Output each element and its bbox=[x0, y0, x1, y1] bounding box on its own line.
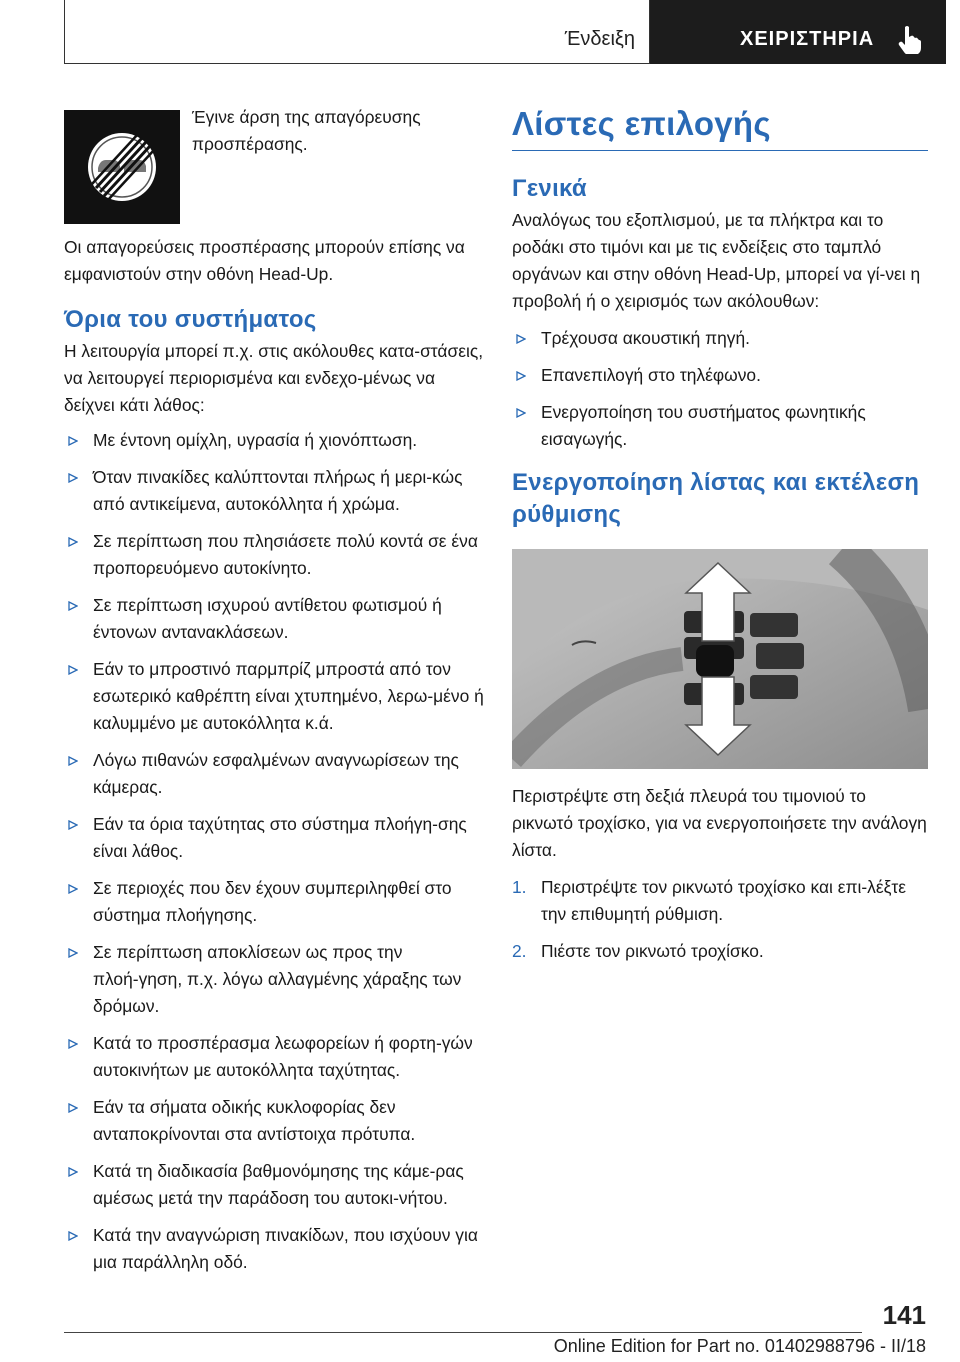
header-chapter-label: ΧΕΙΡΙΣΤΗΡΙΑ bbox=[740, 28, 875, 50]
activation-steps bbox=[512, 874, 928, 965]
header-section-label: Ένδειξη bbox=[564, 28, 635, 50]
steering-wheel-controls-icon bbox=[512, 549, 928, 769]
triangle-right-icon bbox=[68, 473, 78, 483]
header-section-box bbox=[64, 0, 650, 64]
list-item-text: Σε περίπτωση αποκλίσεων ως προς την πλοή‑γηση, π.χ. λόγω αλλαγμένης χάραξης των δρόμων. bbox=[93, 942, 462, 1016]
system-limits-intro: Η λειτουργία μπορεί π.χ. στις ακόλουθες κατα‑στάσεις, να λειτουργεί περιορισμένα και ενδεχο‑μένως να δείχνει κάτι λάθος: bbox=[64, 341, 484, 415]
list-item bbox=[64, 875, 484, 929]
list-item bbox=[512, 325, 928, 352]
list-item-text: Κατά το προσπέρασμα λεωφορείων ή φορτη‑γών αυτοκινήτων με αυτοκόλλητα ταχύτητας. bbox=[93, 1033, 473, 1080]
triangle-right-icon bbox=[68, 1167, 78, 1177]
traffic-sign-image bbox=[64, 110, 180, 224]
list-item-text: Σε περίπτωση ισχυρού αντίθετου φωτισμού ή έντονων αντανακλάσεων. bbox=[93, 595, 442, 642]
step-number: 1. bbox=[512, 877, 527, 897]
triangle-right-icon bbox=[68, 665, 78, 675]
step-number: 2. bbox=[512, 941, 527, 961]
step-item bbox=[512, 874, 928, 928]
hand-pointer-icon bbox=[894, 24, 924, 54]
end-of-no-overtaking-sign-icon bbox=[64, 110, 180, 224]
list-item-text: Σε περίπτωση που πλησιάσετε πολύ κοντά σε ένα προπορευόμενο αυτοκίνητο. bbox=[93, 531, 478, 578]
list-item bbox=[64, 1222, 484, 1276]
right-column bbox=[512, 100, 928, 965]
triangle-right-icon bbox=[516, 408, 526, 418]
list-item bbox=[512, 399, 928, 453]
steering-wheel-image bbox=[512, 549, 928, 769]
selection-lists-title: Λίστες επιλογής bbox=[512, 105, 771, 142]
sign-block bbox=[64, 100, 484, 224]
step-text: Πιέστε τον ρικνωτό τροχίσκο. bbox=[541, 941, 764, 961]
list-item-text: Εάν το μπροστινό παρμπρίζ μπροστά από τον εσωτερικό καθρέπτη είναι χτυπημένο, λερω‑μένο ή καλυμμένο με αυτοκόλλητα κ.ά. bbox=[93, 659, 484, 733]
triangle-right-icon bbox=[516, 371, 526, 381]
list-item-text: Όταν πινακίδες καλύπτονται πλήρως ή μερι‑κώς από αντικείμενα, αυτοκόλλητα ή χρώμα. bbox=[93, 467, 463, 514]
list-item bbox=[64, 464, 484, 518]
list-item bbox=[64, 656, 484, 737]
list-item bbox=[64, 1030, 484, 1084]
triangle-right-icon bbox=[68, 884, 78, 894]
list-item-text: Εάν τα σήματα οδικής κυκλοφορίας δεν ανταποκρίνονται στα αντίστοιχα πρότυπα. bbox=[93, 1097, 416, 1144]
hud-note: Οι απαγορεύσεις προσπέρασης μπορούν επίσης να εμφανιστούν στην οθόνη Head-Up. bbox=[64, 237, 465, 284]
triangle-right-icon bbox=[68, 1231, 78, 1241]
step-text: Περιστρέψτε τον ρικνωτό τροχίσκο και επι‑λέξτε την επιθυμητή ρύθμιση. bbox=[541, 877, 907, 924]
title-divider bbox=[512, 150, 928, 151]
triangle-right-icon bbox=[68, 537, 78, 547]
list-item-text: Κατά τη διαδικασία βαθμονόμησης της κάμε‑ρας αμέσως μετά την παράδοση του αυτοκι‑νήτου. bbox=[93, 1161, 464, 1208]
list-item-text: Κατά την αναγνώριση πινακίδων, που ισχύουν για μια παράλληλη οδό. bbox=[93, 1225, 478, 1272]
system-limits-heading: Όρια του συστήματος bbox=[64, 306, 317, 333]
list-item bbox=[64, 939, 484, 1020]
triangle-right-icon bbox=[68, 948, 78, 958]
page-number: 141 bbox=[882, 1300, 926, 1330]
list-item bbox=[64, 747, 484, 801]
step-item bbox=[512, 938, 928, 965]
list-item-text: Επανεπιλογή στο τηλέφωνο. bbox=[541, 365, 761, 385]
list-item bbox=[64, 592, 484, 646]
system-limits-list bbox=[64, 427, 484, 1276]
triangle-right-icon bbox=[516, 334, 526, 344]
list-item bbox=[64, 427, 484, 454]
list-item-text: Με έντονη ομίχλη, υγρασία ή χιονόπτωση. bbox=[93, 430, 418, 450]
general-text: Αναλόγως του εξοπλισμού, με τα πλήκτρα και το ροδάκι στο τιμόνι και με τις ενδείξεις στο ταμπλό οργάνων και στην οθόνη Head-Up, μπορεί να γί‑νει η προβολή ή ο χειρισμός των ακόλουθων: bbox=[512, 210, 921, 311]
header-chapter-box bbox=[650, 0, 946, 64]
left-column bbox=[64, 100, 484, 1276]
triangle-right-icon bbox=[68, 1039, 78, 1049]
footer-divider bbox=[64, 1332, 862, 1333]
activation-text: Περιστρέψτε στη δεξιά πλευρά του τιμονιού το ρικνωτό τροχίσκο, για να ενεργοποιήσετε την ανάλογη λίστα. bbox=[512, 786, 927, 860]
list-item-text: Εάν τα όρια ταχύτητας στο σύστημα πλοήγη‑σης είναι λάθος. bbox=[93, 814, 467, 861]
list-item-text: Λόγω πιθανών εσφαλμένων αναγνωρίσεων της κάμερας. bbox=[93, 750, 459, 797]
list-item bbox=[64, 811, 484, 865]
list-item bbox=[64, 528, 484, 582]
list-item bbox=[512, 362, 928, 389]
general-heading: Γενικά bbox=[512, 175, 587, 202]
triangle-right-icon bbox=[68, 1103, 78, 1113]
triangle-right-icon bbox=[68, 820, 78, 830]
list-item-text: Ενεργοποίηση του συστήματος φωνητικής εισαγωγής. bbox=[541, 402, 866, 449]
activation-heading: Ενεργοποίηση λίστας και εκτέλεση ρύθμισης bbox=[512, 469, 920, 528]
list-item bbox=[64, 1158, 484, 1212]
sign-caption: Έγινε άρση της απαγόρευσης προσπέρασης. bbox=[192, 107, 421, 154]
triangle-right-icon bbox=[68, 756, 78, 766]
triangle-right-icon bbox=[68, 436, 78, 446]
list-item bbox=[64, 1094, 484, 1148]
footer-edition: Online Edition for Part no. 01402988796 - II/18 bbox=[553, 1336, 926, 1356]
list-item-text: Τρέχουσα ακουστική πηγή. bbox=[541, 328, 750, 348]
triangle-right-icon bbox=[68, 601, 78, 611]
list-item-text: Σε περιοχές που δεν έχουν συμπεριληφθεί στο σύστημα πλοήγησης. bbox=[93, 878, 452, 925]
general-list bbox=[512, 325, 928, 453]
